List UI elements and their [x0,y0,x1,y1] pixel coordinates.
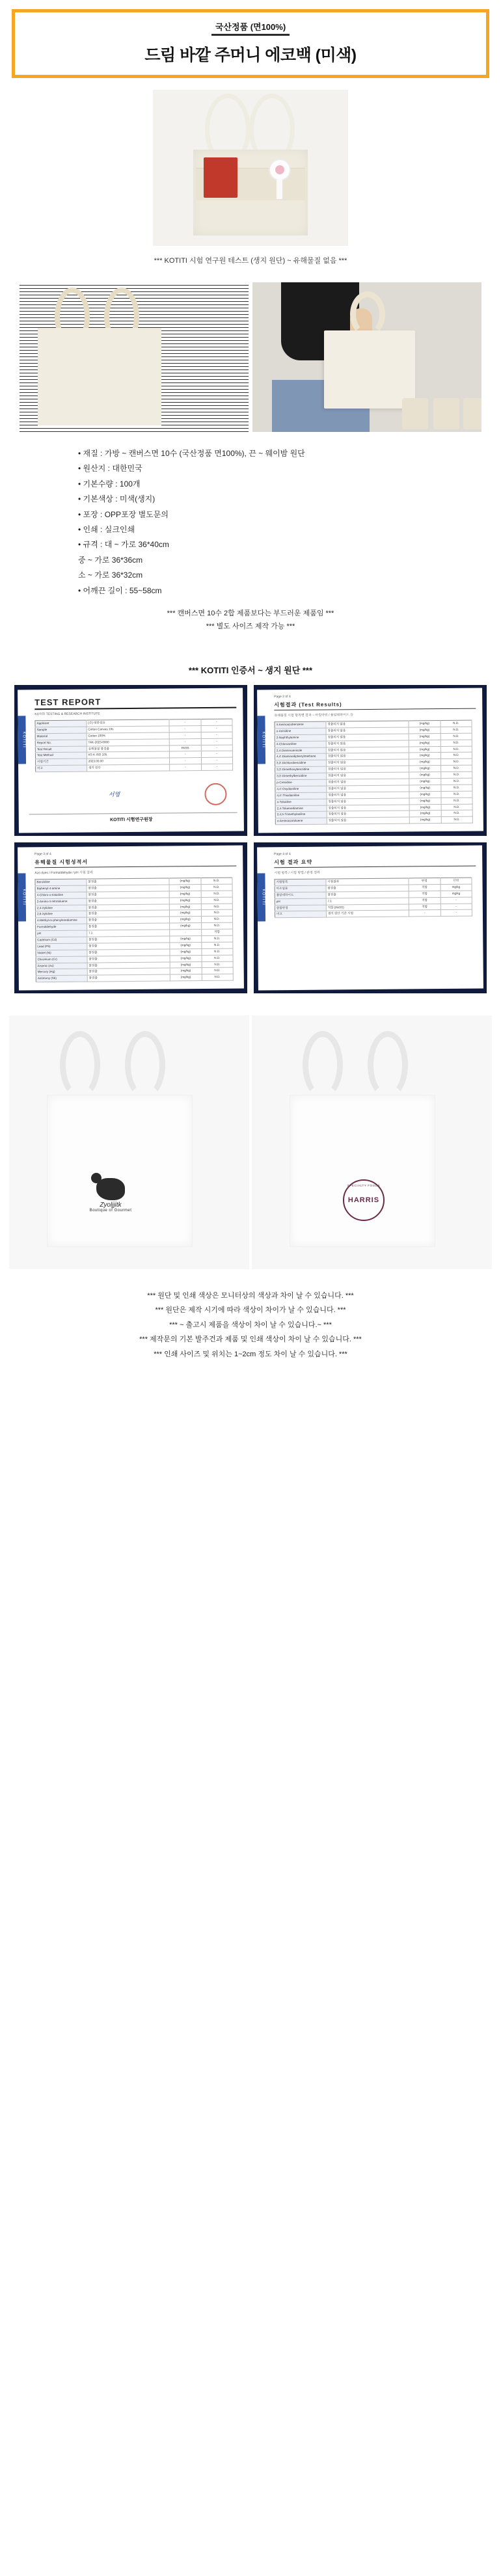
spec-row: • 어깨끈 길이 : 55~58cm [78,585,162,595]
spec-row: • 기본색상 : 미색(생지) [78,494,156,504]
certificate-subheading: KOTITI TESTING & RESEARCH INSTITUTE [34,711,100,716]
table-cell: - [409,910,440,917]
table-cell: o-Anisidine [275,727,326,734]
table-cell: N.D. [202,954,234,961]
table-cell: N.D. [440,745,472,752]
certificate-section-title: *** KOTITI 인증서 ~ 생지 원단 *** [188,665,313,675]
table-cell: 2,6-Xylidine [35,911,87,918]
table-cell: (mg/kg) [409,758,441,765]
table-cell: (mg/kg) [169,910,201,917]
table-cell: 2-Amino-4-nitrotoluene [35,898,87,905]
table-cell: 2,4-Xylidine [35,904,87,911]
bag-handle-left [303,1031,343,1099]
logo-script-text: Zyoljjitk [100,1201,122,1209]
table-cell: o-Toluidine [275,798,327,805]
table-cell: 2,4-Diaminoanisole [275,747,326,754]
table-cell: (mg/kg) [169,891,201,897]
table-cell: 유해물질 불검출 [87,745,169,752]
table-cell: 검출되지 않음 [326,753,409,760]
table-cell: 4,4'-Diaminodiphenylmethane [275,753,326,760]
certificate-document [254,842,487,993]
table-cell: (mg/kg) [170,974,202,980]
table-cell: Lead (Pb) [36,943,87,950]
table-cell: Chromium (Cr) [36,956,87,963]
outer-pocket [463,398,481,429]
table-cell: 불검출 [87,884,169,891]
certificate-page [18,845,244,990]
table-cell: Cadmium (Cd) [36,937,87,944]
table-cell: N.D. [440,785,472,791]
table-cell: N.D. [441,803,473,810]
table-cell: - [440,896,472,903]
table-row [36,764,233,772]
table-cell: N.D. [440,771,472,778]
certificate-table [34,718,233,772]
table-cell: 2,4,5-Trimethylaniline [275,811,327,818]
certificate-document [14,685,247,836]
table-cell: N.D. [200,878,232,884]
spec-notes [0,608,501,634]
table-cell: - [201,725,233,732]
table-cell: (mg/kg) [169,904,201,910]
table-cell: 불검출 [87,974,170,982]
bag-handle-left [60,1031,100,1099]
table-cell: - [169,725,201,732]
table-cell: 검출되지 않음 [326,727,409,734]
table-cell: 검출되지 않음 [326,733,409,740]
table-cell: 적합 [409,891,440,897]
table-cell: 3,3'-Dichlorobenzidine [275,760,326,767]
red-book-prop [204,157,237,198]
table-cell: 불검출 [326,891,409,898]
table-cell: 3,3'-Dimethoxybenzidine [275,766,327,773]
table-cell: 불검출 [87,935,170,943]
table-cell: 폼알데하이드 [275,891,326,898]
table-cell: 생지 원단 기준 시험 [326,910,409,917]
model-wearing-photo [252,282,481,432]
table-cell: - [170,929,202,935]
table-cell: (mg/kg) [409,740,440,746]
kotiti-tab-label: KOTITI [18,716,26,764]
table-cell: - [201,757,233,764]
certificate-footer: KOTITI 시험연구원장 [110,817,153,822]
spec-row: • 기본수량 : 100개 [78,479,141,489]
certificate-subheading: 유해물질 시험 항목별 결과 ~ 아릴아민 / 폼알데하이드 등 [274,712,354,718]
table-cell: 2023.00.00 [87,758,169,765]
table-cell: 불검출 [87,891,169,898]
table-cell: 검출되지 않음 [327,778,409,785]
table-cell: N.D. [441,816,473,823]
fan-handle [277,180,282,199]
table-cell: 4,4'-Oxydianiline [275,785,327,792]
table-cell: (mg/kg) [409,733,440,740]
table-cell: Benzidine [35,879,87,886]
table-cell: N.D. [201,942,233,948]
kotiti-tab-label: KOTITI [257,716,265,764]
table-cell: N.D. [440,732,472,739]
table-cell: N.D. [202,967,234,974]
table-cell: (mg/kg) [409,778,441,785]
table-cell: 7.1 [87,930,169,937]
harris-logo [325,1179,403,1221]
table-cell: 3,3'-Dimethylbenzidine [275,773,327,780]
hero-caption: *** KOTITI 시험 연구원 테스트 (생지 원단) ~ 유해물질 없음 *** [154,257,347,265]
table-cell: 적합 [409,897,440,904]
table-cell: Antimony (Sb) [36,975,87,982]
table-cell: 4-Chloroaniline [275,740,326,747]
table-cell: N.D. [201,916,233,922]
kotiti-tab-label: KOTITI [18,873,26,921]
table-cell: 판정 [409,878,440,884]
outer-pocket [433,398,459,429]
table-cell: N.D. [441,797,473,803]
table-cell: (mg/kg) [170,961,202,968]
table-cell: (mg/kg) [409,753,440,759]
table-cell: (mg/kg) [169,878,201,884]
table-cell: Test Method [35,752,87,759]
table-cell: 4,4'-Thiodianiline [275,792,327,799]
certificate-heading: 유해물질 시험성적서 [34,857,236,868]
table-cell: (mg/kg) [409,765,441,771]
table-cell: 검출되지 않음 [327,811,409,818]
table-cell: o-Aminoazotoluene [275,818,327,825]
certificate-subheading: 시험 항목 / 시험 방법 / 판정 결과 [274,870,320,875]
table-cell: 검출되지 않음 [326,720,409,727]
bag-handle-right [125,1031,165,1099]
table-cell: N.D. [201,903,233,909]
table-cell: N.D. [440,752,472,758]
table-cell: - [169,751,201,758]
outer-pocket [402,398,428,429]
certificate-table [34,877,233,982]
table-cell: - [169,738,201,745]
table-cell: 2,4-Toluenediamine [275,805,327,812]
certificate-document [254,685,487,836]
table-cell: Report No. [35,739,87,746]
spec-note-line: *** 캔버스면 10수 2합 제품보다는 부드러운 제품임 *** [167,609,334,617]
note-line: *** 인쇄 사이즈 및 위치는 1~2cm 정도 차이 날 수 있습니다. *** [154,1350,347,1358]
table-cell: (mg/kg) [409,791,441,798]
table-cell: (mg/kg) [409,798,441,804]
table-cell: (mg/kg) [409,816,441,823]
kotiti-tab-label: KOTITI [257,873,265,921]
table-cell: Formaldehyde [36,924,87,931]
table-cell: 검출되지 않음 [327,817,409,824]
table-cell: 시험기간 [35,758,87,766]
table-cell: (mg/kg) [170,968,202,974]
table-cell: (주) 대한섬유 [87,719,169,726]
table-cell: (mg/kg) [170,935,202,942]
table-cell: 불검출 [87,897,169,904]
table-cell: 비고 [36,765,87,772]
table-cell: 적합 [409,884,440,891]
table-row [275,909,472,918]
table-cell: 불검출 [87,961,170,969]
tote-bag-body [290,1095,435,1247]
certificate-page [257,845,483,990]
spec-list [0,432,501,598]
note-line: *** ~ 출고시 제품을 색상이 차이 날 수 있습니다.~ *** [169,1321,332,1329]
table-cell: 검출되지 않음 [327,785,409,792]
printed-bag-photo-right [252,1015,492,1269]
table-cell: 7.1 [326,897,409,904]
table-cell: 2-Naphthylamine [275,734,326,741]
signature-mark: 서명 [108,790,120,798]
table-cell: Nickel (Ni) [36,949,87,956]
spec-row: 중 ~ 가로 36*36cm [78,555,143,565]
product-front-photo [20,282,249,432]
table-row [275,816,472,825]
table-cell: N.D. [440,765,472,771]
spec-row: • 재질 : 가방 ~ 캔버스면 10수 (국산정품 면100%), 끈 ~ 웨이밤 원단 [78,449,305,458]
table-cell: - [201,738,233,744]
table-cell: (mg/kg) [409,727,440,733]
bag-handle-right [368,1031,408,1099]
table-cell: 검출되지 않음 [326,740,409,747]
table-cell: 불검출 [87,942,170,949]
title-box [12,9,489,78]
table-cell: Cotton 100% [87,732,169,739]
hero-photo [153,90,348,246]
table-cell: (mg/kg) [170,922,202,929]
spec-row: • 규격 : 대 ~ 가로 36*40cm [78,540,169,550]
certificate-page [18,688,244,833]
table-cell: (mg/kg) [170,916,202,922]
table-cell: N.D. [201,909,233,916]
table-cell: (mg/kg) [409,785,441,791]
note-line: *** 원단 및 인쇄 색상은 모니터상의 색상과 차이 날 수 있습니다. *** [147,1291,354,1300]
circle-emblem-icon [343,1179,385,1221]
table-cell: (mg/kg) [409,811,441,817]
table-cell: N.D. [440,790,472,797]
table-cell: - [170,764,202,770]
table-cell: - [170,757,202,764]
certificate-table [274,719,472,825]
table-cell: (mg/kg) [409,746,440,753]
table-cell: 4-Methyl-m-phenylenediamine [35,917,87,924]
logo-subtitle-text: Boutique of Gourmet [89,1208,132,1213]
table-cell: 비고 [275,911,326,918]
origin-badge: 국산정품 (면100%) [211,19,290,36]
table-cell: 적합 [201,929,233,935]
table-cell: 불검출 [87,904,169,911]
photo-pair-section [0,282,501,432]
disclaimer-notes [0,1269,501,1388]
certificate-heading: 시험결과 (Test Results) [274,699,476,710]
spec-note-line: *** 별도 사이즈 제작 가능 *** [206,622,295,630]
table-cell: 시험항목 [275,879,326,886]
table-cell: N.D. [201,935,233,942]
table-cell: - [201,764,233,770]
table-cell: pH [36,930,87,937]
table-cell: 검출되지 않음 [326,766,409,773]
table-cell: - [201,751,233,757]
table-cell: (mg/kg) [169,897,201,904]
spec-row: • 인쇄 : 실크인쇄 [78,524,135,534]
table-cell: (mg/kg) [409,720,440,727]
table-cell: KS K ISO 105 [87,751,169,758]
table-cell: - [200,719,232,725]
logo-top-text: SPECIALTY FOODS [347,1183,381,1187]
table-cell: (mg/kg) [409,804,441,811]
table-cell: 단위 [440,878,472,884]
table-cell: (mg/kg) [409,771,441,778]
table-cell: 불검출 [326,884,409,891]
table-cell: 검출되지 않음 [326,759,409,766]
certificate-subheading: Azo dyes / Formaldehyde / pH 시험 결과 [34,870,93,875]
table-cell: 검출되지 않음 [327,804,409,811]
table-cell: Arsenic (As) [36,962,87,969]
certificate-page-number: Page 3 of 4 [34,852,51,856]
table-cell: Cotton Canvas 10s [87,725,169,732]
table-cell: N.D. [440,758,472,765]
table-cell: - [169,732,201,738]
table-cell: 적합 (PASS) [326,904,409,911]
dog-icon [96,1178,125,1200]
table-cell: N.D. [440,727,472,733]
header-section [0,0,501,78]
table-cell: - [201,744,233,751]
table-cell: Biphenyl-4-amine [35,885,87,892]
table-cell: Material [35,732,87,740]
table-cell: 4-Chloro-o-toluidine [35,891,87,898]
table-cell: 불검출 [87,917,169,924]
table-cell: p-Cresidine [275,779,327,786]
table-cell: 불검출 [87,878,169,885]
certificate-table [274,877,472,918]
table-cell: (mg/kg) [169,884,201,891]
page-title: 드림 바깥 주머니 에코백 (미색) [144,46,357,64]
table-cell: mg/kg [440,890,472,896]
table-cell: (mg/kg) [170,955,202,961]
printed-bag-photo-left [9,1015,249,1269]
spec-row: • 포장 : OPP포장 별도문의 [78,509,169,519]
spec-row: 소 ~ 가로 36*32cm [78,570,143,580]
table-cell: 불검출 [87,955,170,962]
certificate-heading: TEST REPORT [34,695,236,710]
table-cell: TAK-2023-0000 [87,738,169,745]
table-cell: Applicant [35,720,87,727]
handheld-fan-icon [269,159,291,181]
table-cell: 검출되지 않음 [326,746,409,753]
table-cell: N.D. [440,739,472,745]
spec-row: • 원산지 : 대한민국 [78,464,142,474]
table-cell: pH [275,898,326,905]
table-cell: 4-Aminoazobenzene [275,721,326,729]
table-cell: (mg/kg) [170,948,202,955]
table-cell: 검출되지 않음 [326,772,409,779]
table-cell: 적합 [409,904,440,910]
table-cell: PASS [169,745,201,751]
table-cell: N.D. [201,896,233,903]
certificate-document [14,842,247,993]
certificate-heading: 시험 결과 요약 [274,857,476,868]
dog-logo [72,1178,150,1213]
table-cell: 불검출 [87,910,169,917]
note-line: *** 제작문의 기본 발주건과 제품 및 인쇄 색상이 차이 날 수 있습니다. *** [139,1335,362,1344]
table-cell: 시험결과 [326,878,409,885]
table-cell: 생지 원단 [87,764,169,771]
table-cell: 불검출 [87,923,169,930]
table-cell: 종합판정 [275,904,326,911]
table-cell: - [440,903,472,909]
table-cell: N.D. [440,720,472,727]
table-cell: Test Result [35,745,87,753]
table-cell: N.D. [441,810,473,816]
table-cell: N.D. [201,922,233,929]
note-line: *** 원단은 제작 시기에 따라 색상이 차이가 날 수 있습니다. *** [155,1306,346,1315]
tote-bag-body [324,330,415,409]
table-cell: N.D. [202,961,234,967]
table-cell: N.D. [201,948,233,954]
table-cell: 검출되지 않음 [327,791,409,798]
table-cell: N.D. [201,890,233,896]
table-cell: 불검출 [87,948,170,956]
tote-bag-body [47,1095,193,1247]
table-cell: mg/kg [440,884,472,891]
official-stamp-icon [204,783,226,805]
table-cell: (mg/kg) [170,942,202,948]
table-cell: 불검출 [87,968,170,975]
certificate-grid [0,676,501,993]
table-cell: N.D. [440,778,472,785]
printed-sample-section [0,1015,501,1269]
table-cell: 아조염료 [275,885,326,892]
divider [29,812,237,814]
table-row [36,974,233,982]
table-cell: Sample [35,726,87,733]
logo-name-text: HARRIS [347,1196,380,1204]
tote-bag-body [38,328,161,425]
table-cell: - [201,731,233,738]
table-cell: - [440,909,472,916]
table-cell: N.D. [202,974,234,980]
hero-photo-section [0,90,501,246]
table-cell: 검출되지 않음 [327,798,409,805]
certificate-page-number: Page 2 of 4 [274,694,291,699]
table-cell: N.D. [201,884,233,891]
table-cell: Mercury (Hg) [36,969,87,976]
certificate-page-number: Page 4 of 4 [274,852,291,856]
certificate-page [257,688,483,833]
table-cell: - [169,719,201,725]
